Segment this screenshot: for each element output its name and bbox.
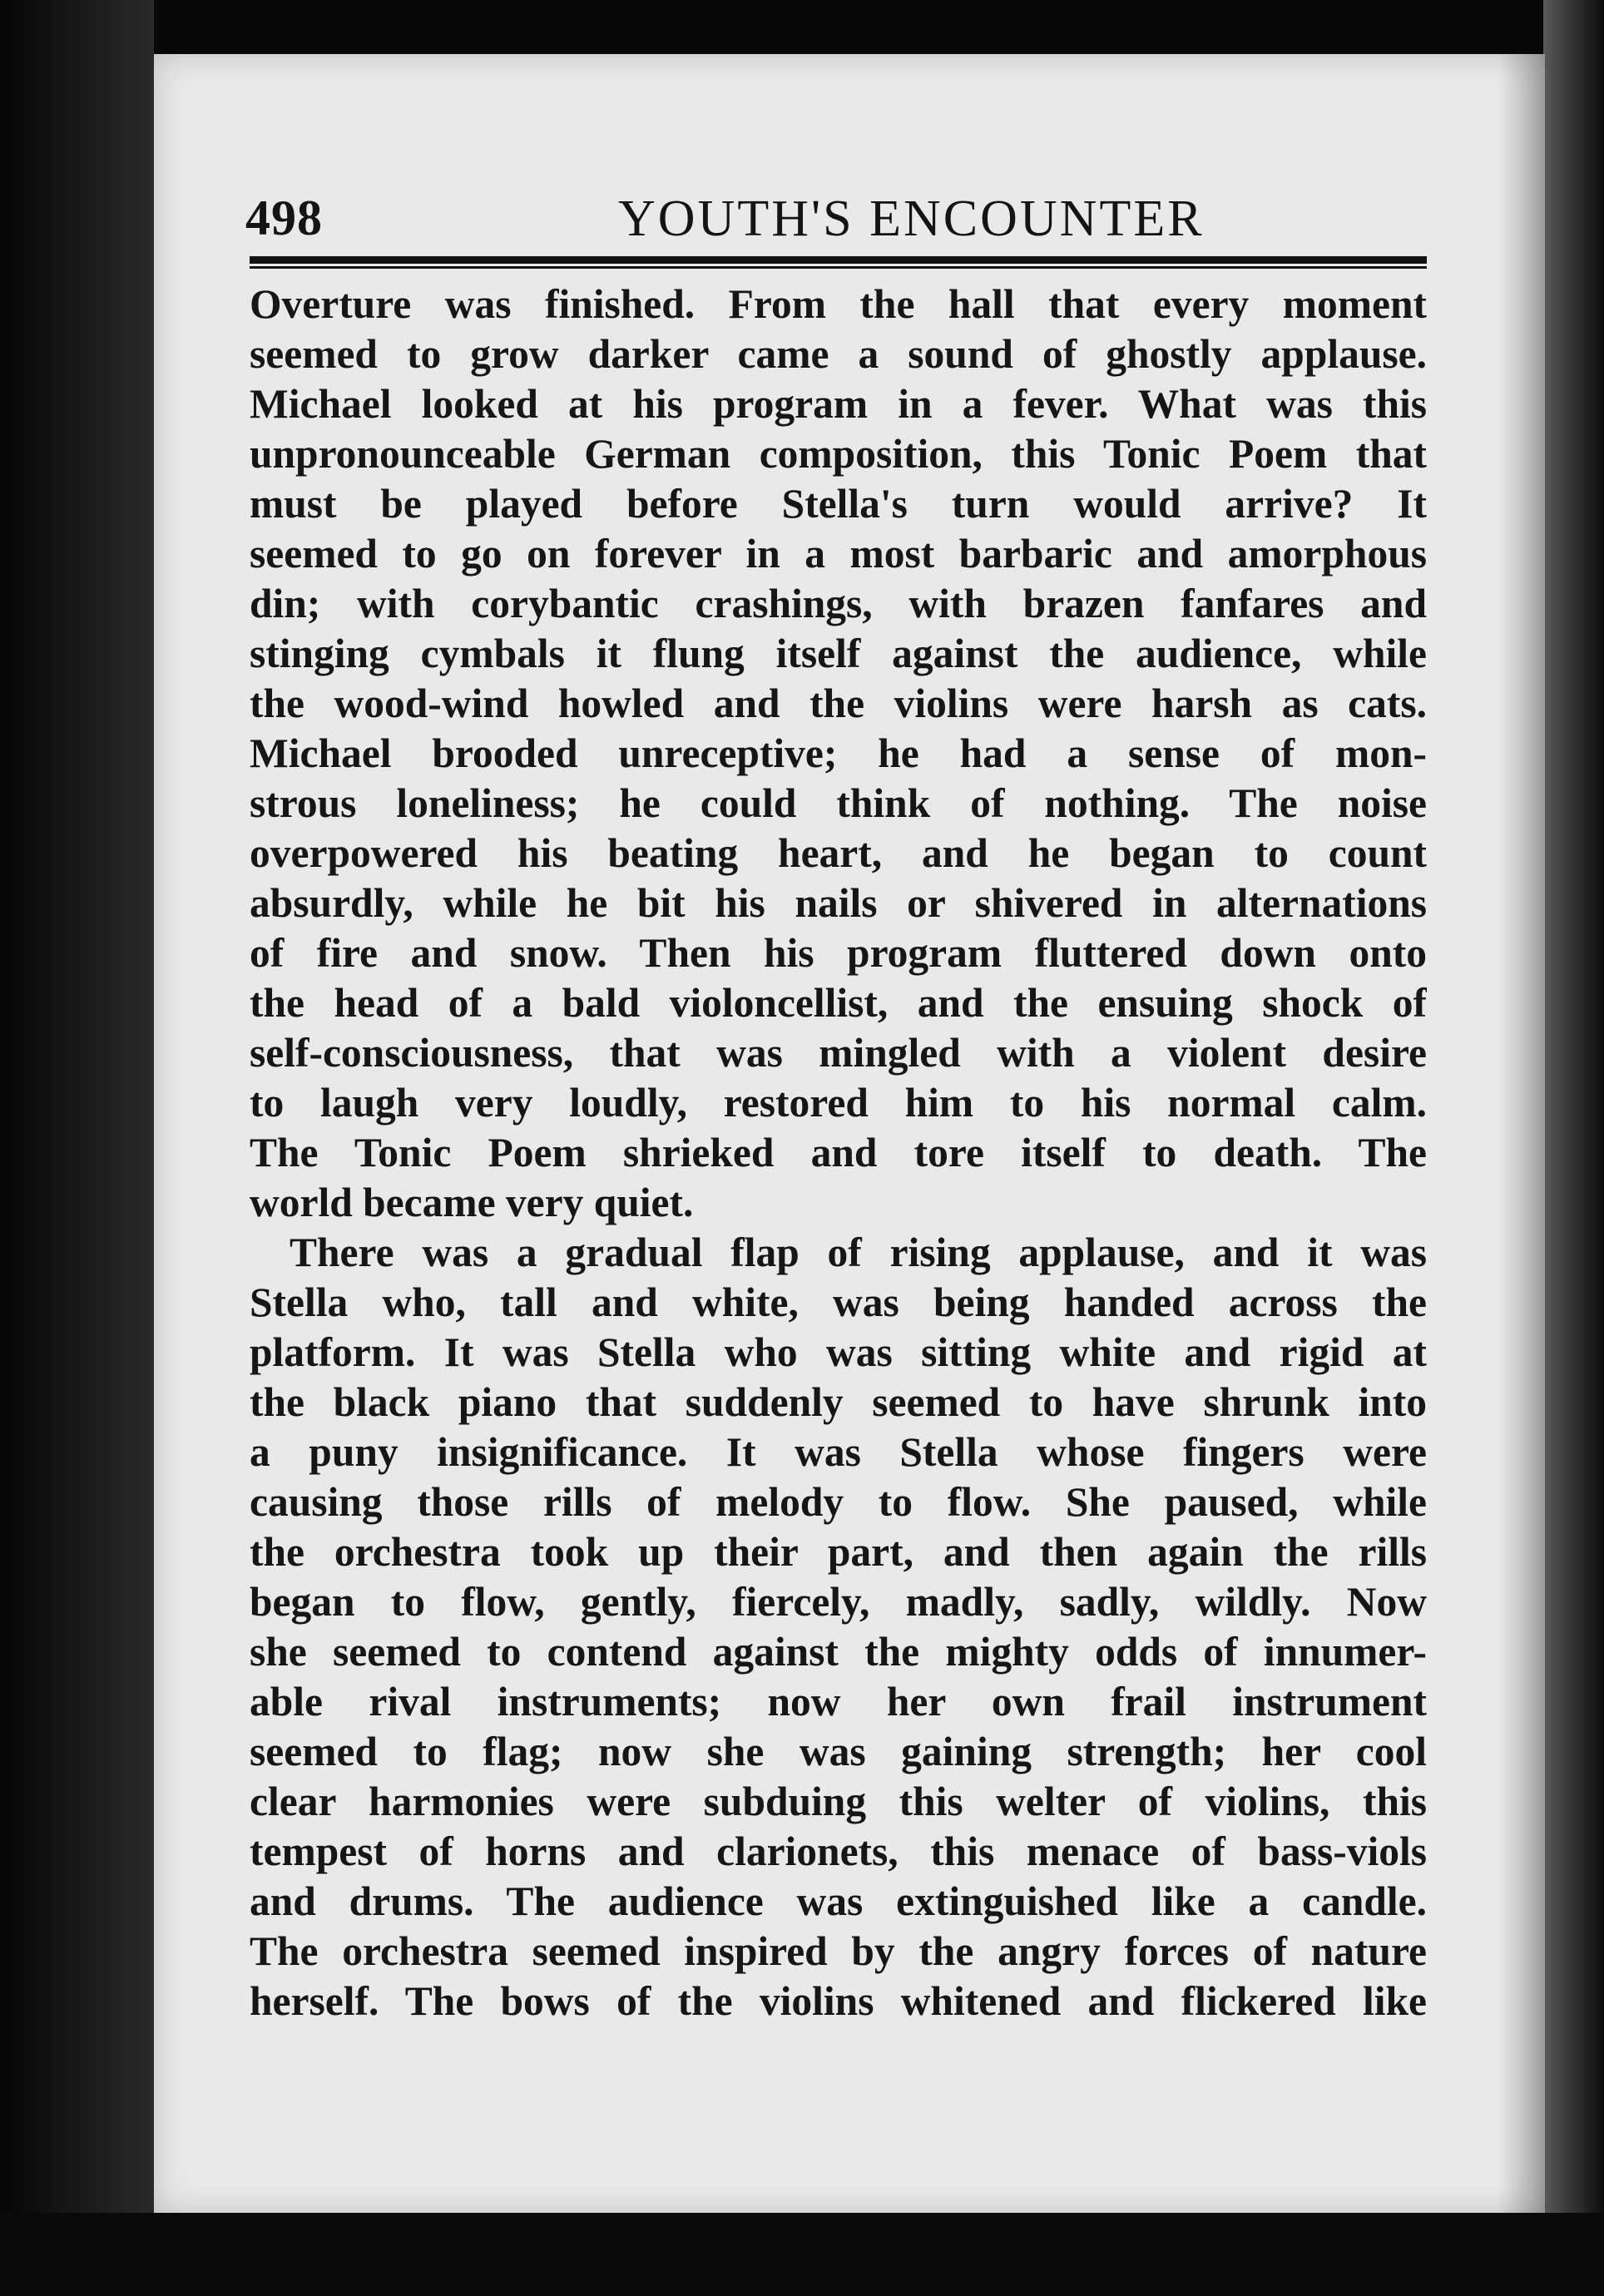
paragraph-end-line: world became very quiet. xyxy=(250,1180,694,1225)
text-line: the black piano that suddenly seemed to have shrunk into xyxy=(250,1379,1427,1425)
text-line: The Tonic Poem shrieked and tore itself to death. The xyxy=(250,1130,1427,1175)
text-line: of fire and snow. Then his program fluttered down onto xyxy=(250,930,1427,976)
text-line: Overture was finished. From the hall that every moment xyxy=(250,281,1427,327)
text-line: stinging cymbals it flung itself against the audience, while xyxy=(250,631,1427,676)
text-line: the head of a bald violoncellist, and the ensuing shock of xyxy=(250,980,1427,1026)
text-line: The orchestra seemed inspired by the angry forces of nature xyxy=(250,1928,1427,1974)
text-line: began to flow, gently, fiercely, madly, sadly, wildly. Now xyxy=(250,1579,1427,1625)
page-shadow xyxy=(1498,54,1545,2213)
text-line: Stella who, tall and white, was being handed across the xyxy=(250,1279,1427,1325)
text-line: a puny insignificance. It was Stella whose fingers were xyxy=(250,1429,1427,1475)
text-line: the orchestra took up their part, and then again the rills xyxy=(250,1529,1427,1575)
text-line: able rival instruments; now her own frail instrument xyxy=(250,1679,1427,1724)
text-line: tempest of horns and clarionets, this menace of bass-viols xyxy=(250,1828,1427,1874)
text-line: herself. The bows of the violins whitened and flickered like xyxy=(250,1978,1427,2024)
page-number: 498 xyxy=(245,191,323,245)
paragraph-start-line: There was a gradual flap of rising applause, and it was xyxy=(290,1230,1427,1275)
running-header xyxy=(245,190,1427,256)
text-line: seemed to grow darker came a sound of ghostly applause. xyxy=(250,331,1427,377)
text-line: and drums. The audience was extinguished like a candle. xyxy=(250,1878,1427,1924)
running-title: YOUTH'S ENCOUNTER xyxy=(618,191,1205,247)
text-line: causing those rills of melody to flow. She paused, while xyxy=(250,1479,1427,1525)
header-double-rule xyxy=(250,256,1427,270)
text-line: Michael looked at his program in a fever. What was this xyxy=(250,381,1427,427)
scan-top-border xyxy=(0,0,1604,54)
text-line: overpowered his beating heart, and he began to count xyxy=(250,830,1427,876)
text-line: must be played before Stella's turn would arrive? It xyxy=(250,481,1427,527)
text-line: platform. It was Stella who was sitting white and rigid at xyxy=(250,1329,1427,1375)
text-line: strous loneliness; he could think of nothing. The noise xyxy=(250,780,1427,826)
text-line: Michael brooded unreceptive; he had a sense of mon- xyxy=(250,730,1427,776)
text-line: absurdly, while he bit his nails or shivered in alternations xyxy=(250,880,1427,926)
book-fore-edge xyxy=(1543,0,1604,2296)
text-line: clear harmonies were subduing this welter of violins, this xyxy=(250,1779,1427,1824)
scan-bottom-border xyxy=(0,2213,1604,2296)
text-line: seemed to flag; now she was gaining strength; her cool xyxy=(250,1729,1427,1774)
header-rule-thin xyxy=(250,266,1427,269)
text-line: self-consciousness, that was mingled with a violent desire xyxy=(250,1030,1427,1076)
header-rule-thick xyxy=(250,256,1427,264)
body-text xyxy=(250,280,1427,2026)
text-line: to laugh very loudly, restored him to his normal calm. xyxy=(250,1080,1427,1126)
text-line: she seemed to contend against the mighty odds of innumer- xyxy=(250,1629,1427,1675)
text-line: din; with corybantic crashings, with brazen fanfares and xyxy=(250,581,1427,626)
text-line: unpronounceable German composition, this Tonic Poem that xyxy=(250,431,1427,477)
scan-left-border xyxy=(0,0,154,2296)
text-line: the wood-wind howled and the violins were harsh as cats. xyxy=(250,680,1427,726)
text-line: seemed to go on forever in a most barbaric and amorphous xyxy=(250,531,1427,576)
